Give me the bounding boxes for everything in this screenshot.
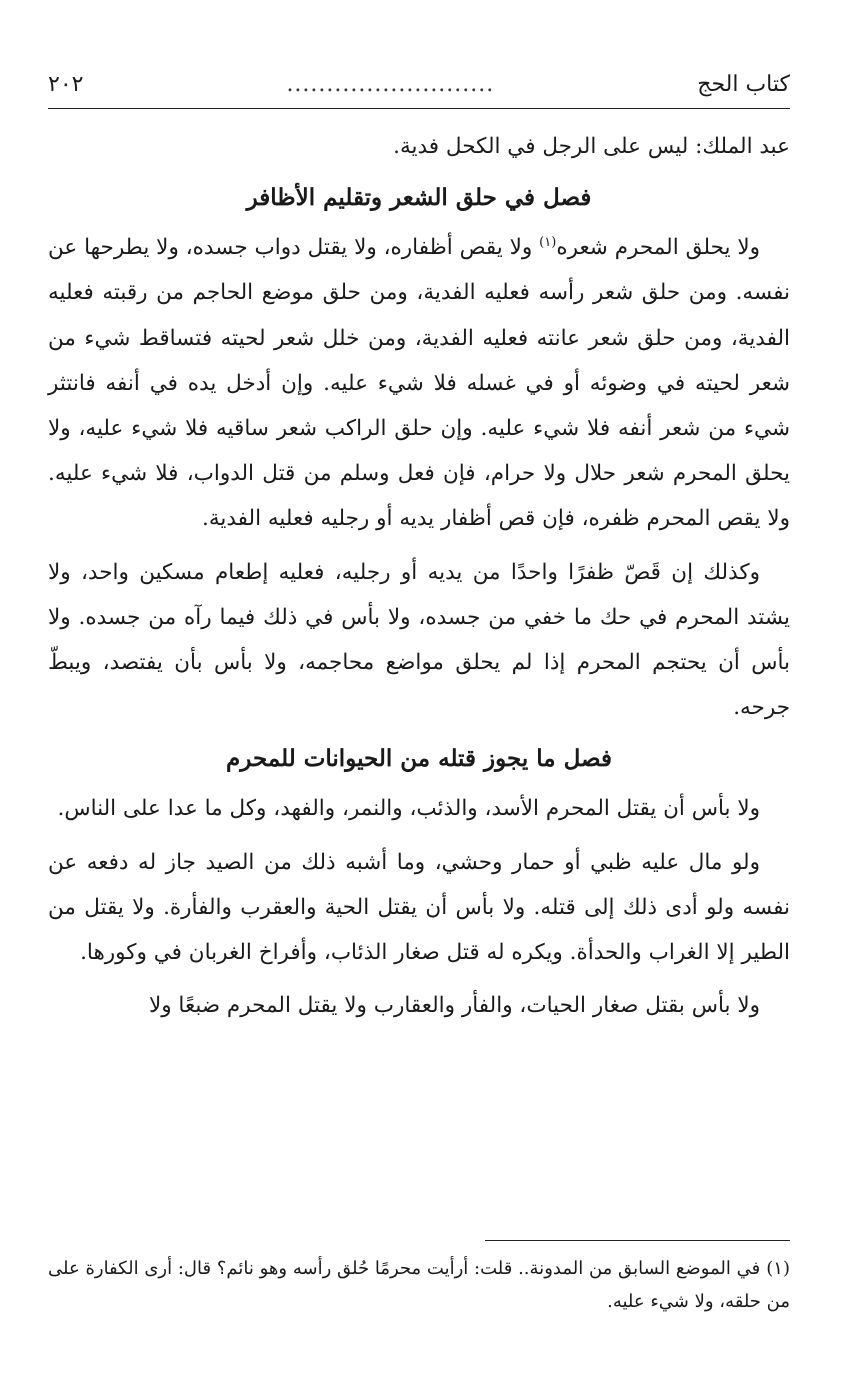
paragraph: [48, 225, 790, 541]
paragraph: ولا بأس أن يقتل المحرم الأسد، والذئب، والنمر، والفهد، وكل ما عدا على الناس.: [57, 796, 760, 822]
running-header: [48, 72, 790, 102]
chapter-title: كتاب الحج: [697, 72, 790, 97]
page-number: ٢٠٢: [48, 72, 84, 97]
footnote: [48, 1252, 790, 1318]
paragraph-text: ولا يقص أظفاره، ولا يقتل دواب جسده، ولا يطرحها عن نفسه. ومن حلق شعر رأسه فعليه الفدية، ومن حلق موضع الحاجم من رقبته فعليه الفدية، ومن حلق شعر عانته فعليه الفدية، ومن خلل شعر لحيته فتساقط شيء من شعر لحيته في وضوئه أو في غسله فلا شيء عليه. وإن أدخل يده في أنفه فانتثر شيء من شعر أنفه فلا شيء عليه. وإن حلق الراكب شعر ساقيه فلا شيء عليه، ولا يحلق المحرم شعر حلال ولا حرام، فإن فعل وسلم من قتل الدواب، فلا شيء عليه. ولا يقص المحرم ظفره، فإن قص أظفار يديه أو رجليه فعليه الفدية.: [48, 235, 790, 532]
paragraph: ولو مال عليه ظبي أو حمار وحشي، وما أشبه ذلك من الصيد جاز له دفعه عن نفسه ولو أدى ذلك إلى قتله. ولا بأس أن يقتل الحية والعقرب والفأرة. ولا يقتل من الطير إلا الغراب والحدأة. ويكره له قتل صغار الذئاب، وأفراخ الغربان في وكورها.: [48, 849, 790, 966]
leader-dots: ..........................: [286, 72, 495, 97]
header-rule: [48, 108, 790, 109]
footnote-number: (١): [766, 1258, 790, 1279]
paragraph: وكذلك إن قَصّ ظفرًا واحدًا من يديه أو رجليه، فعليه إطعام مسكين واحد، ولا يشتد المحرم في حك ما خفي من جسده، ولا بأس في ذلك فيما رآه من جسده. ولا بأس أن يحتجم المحرم إذا لم يحلق مواضع محاجمه، ولا بأس بأن يفتصد، ويبطّ جرحه.: [48, 559, 790, 721]
paragraph: ولا بأس بقتل صغار الحيات، والفأر والعقارب ولا يقتل المحرم ضبعًا ولا: [148, 993, 760, 1019]
section-heading-animals: فصل ما يجوز قتله من الحيوانات للمحرم: [226, 745, 612, 773]
footnote-rule: [485, 1240, 790, 1241]
paragraph-text: ولا يحلق المحرم شعره: [556, 235, 761, 261]
footnote-text: في الموضع السابق من المدونة.. قلت: أرأيت محرمًا حُلق رأسه وهو نائم؟ قال: أرى الكفارة على من حلقه، ولا شيء عليه.: [48, 1258, 790, 1312]
page-body: [48, 124, 790, 1028]
footnote-reference: (١): [539, 235, 557, 251]
opening-line: عبد الملك: ليس على الرجل في الكحل فدية.: [393, 134, 790, 159]
section-heading-shaving: فصل في حلق الشعر وتقليم الأظافر: [246, 184, 592, 212]
